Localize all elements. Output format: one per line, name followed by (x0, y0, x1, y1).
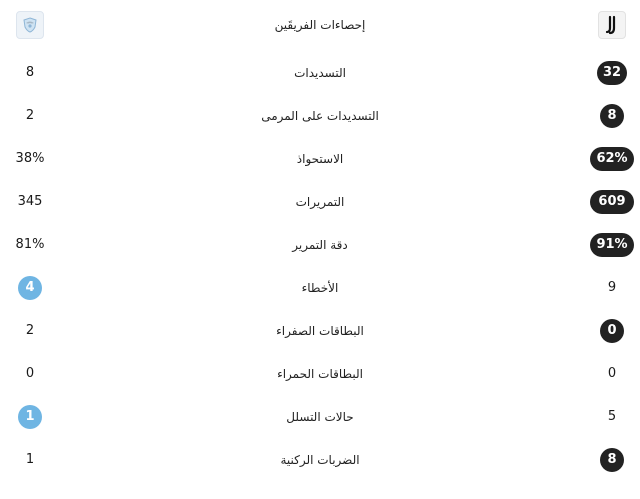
away-stat-value: 0 (607, 366, 617, 381)
stat-label: التسديدات على المرمى (261, 108, 379, 123)
home-stat-value: 1 (18, 405, 42, 429)
stat-row (0, 438, 640, 481)
home-stat-value: 81% (15, 237, 45, 252)
away-stat-value: 5 (607, 409, 617, 424)
stat-label: حالات التسلل (286, 409, 354, 424)
stat-label: الاستحواذ (296, 151, 344, 166)
stats-header-row (0, 3, 640, 46)
stat-row (0, 352, 640, 395)
away-stat-value: 91% (590, 233, 634, 257)
stat-label: الضربات الركنية (280, 452, 360, 467)
home-stat-value: 2 (25, 323, 35, 338)
home-stat-value: 1 (25, 452, 35, 467)
away-stat-value: 9 (607, 280, 617, 295)
home-team-cell (0, 3, 60, 46)
lazio-crest-icon[interactable] (16, 11, 44, 39)
away-stat-value: 8 (600, 104, 624, 128)
stat-row (0, 94, 640, 137)
stat-row (0, 266, 640, 309)
stat-label: دقة التمرير (292, 237, 348, 252)
away-stat-value: 62% (590, 147, 634, 171)
home-stat-value: 4 (18, 276, 42, 300)
stat-label: الأخطاء (301, 280, 339, 295)
home-stat-value: 0 (25, 366, 35, 381)
home-stat-value: 2 (25, 108, 35, 123)
juventus-crest-icon[interactable] (598, 11, 626, 39)
away-stat-value: 32 (597, 61, 627, 85)
away-stat-value: 8 (600, 448, 624, 472)
stats-title: إحصاءات الفريقَين (274, 17, 366, 32)
stat-row (0, 223, 640, 266)
stat-row (0, 395, 640, 438)
stat-label: التسديدات (294, 65, 346, 80)
home-stat-value: 38% (15, 151, 45, 166)
stat-label: التمريرات (295, 194, 345, 209)
home-stat-value: 345 (17, 194, 43, 209)
stat-label: البطاقات الصفراء (276, 323, 364, 338)
away-stat-value: 0 (600, 319, 624, 343)
stat-label: البطاقات الحمراء (277, 366, 363, 381)
stat-row (0, 180, 640, 223)
away-team-cell (584, 3, 640, 46)
stat-row (0, 51, 640, 94)
stat-row (0, 137, 640, 180)
away-stat-value: 609 (590, 190, 634, 214)
stat-row (0, 309, 640, 352)
home-stat-value: 8 (25, 65, 35, 80)
